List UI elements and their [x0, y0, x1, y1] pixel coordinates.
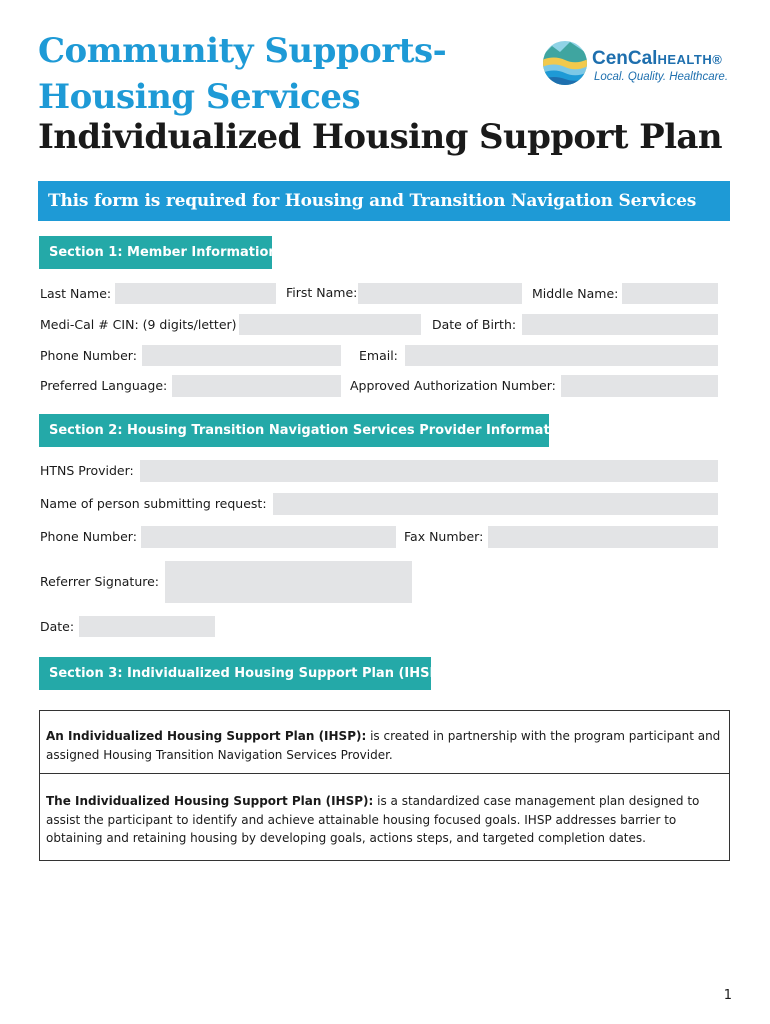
page-subtitle: Individualized Housing Support Plan [38, 117, 722, 157]
medi-cal-cin-label: Medi-Cal # CIN: (9 digits/letter) [40, 317, 237, 332]
ihsp-description-box [39, 773, 730, 861]
htns-provider-field[interactable] [140, 460, 718, 482]
htns-provider-label: HTNS Provider: [40, 463, 134, 478]
last-name-label: Last Name: [40, 286, 112, 301]
middle-name-label: Middle Name: [532, 286, 619, 301]
brand-tagline: Local. Quality. Healthcare. [594, 71, 729, 83]
title-line-2: Housing Services [38, 77, 361, 117]
cencal-logo [540, 40, 730, 90]
last-name-field[interactable] [115, 283, 276, 304]
authorization-number-field[interactable] [561, 375, 718, 397]
member-phone-label: Phone Number: [40, 348, 137, 363]
section-2-header: Section 2: Housing Transition Navigation Services Provider Information [39, 414, 549, 447]
provider-phone-label: Phone Number: [40, 529, 137, 544]
submitter-name-field[interactable] [273, 493, 718, 515]
fax-number-label: Fax Number: [404, 529, 484, 544]
referrer-signature-field[interactable] [165, 561, 412, 603]
middle-name-field[interactable] [622, 283, 718, 304]
brand-suffix: HEALTH® [657, 52, 723, 67]
medi-cal-cin-field[interactable] [239, 314, 421, 335]
cencal-wave-logo-icon [542, 40, 588, 86]
brand-main: CenCal [592, 48, 658, 69]
submitter-name-label: Name of person submitting request: [40, 496, 267, 511]
date-of-birth-label: Date of Birth: [432, 317, 517, 332]
referrer-signature-label: Referrer Signature: [40, 574, 160, 589]
section-3-header: Section 3: Individualized Housing Support Plan (IHSP) [39, 657, 431, 690]
fax-number-field[interactable] [488, 526, 718, 548]
email-label: Email: [359, 348, 398, 363]
first-name-label: First Name: [286, 285, 358, 300]
ihsp-description-text: is a standardized case management plan designed to assist the participant to identify and achieve attainable housing focused goals. IHSP addresses barrier to obtaining and retaining housing by developing goals, actions steps, and targeted completion dates. [46, 794, 700, 845]
preferred-language-field[interactable] [172, 375, 341, 397]
email-field[interactable] [405, 345, 718, 366]
member-phone-field[interactable] [142, 345, 341, 366]
ihsp-definition-lead: An Individualized Housing Support Plan (IHSP): [46, 729, 367, 743]
preferred-language-label: Preferred Language: [40, 378, 168, 393]
ihsp-definition-text: is created in partnership with the program participant and assigned Housing Transition Navigation Services Provider. [46, 729, 721, 762]
brand-name [592, 48, 722, 70]
provider-phone-field[interactable] [141, 526, 396, 548]
date-label: Date: [40, 619, 75, 634]
date-field[interactable] [79, 616, 215, 637]
title-line-1: Community Supports- [38, 31, 447, 71]
ihsp-definition-box [39, 710, 730, 774]
authorization-number-label: Approved Authorization Number: [350, 378, 556, 393]
ihsp-description-lead: The Individualized Housing Support Plan (IHSP): [46, 794, 374, 808]
page-number: 1 [723, 988, 732, 1003]
form-required-banner: This form is required for Housing and Transition Navigation Services [38, 181, 730, 221]
page-title [38, 28, 446, 120]
section-1-header: Section 1: Member Information [39, 236, 272, 269]
first-name-field[interactable] [358, 283, 522, 304]
date-of-birth-field[interactable] [522, 314, 718, 335]
